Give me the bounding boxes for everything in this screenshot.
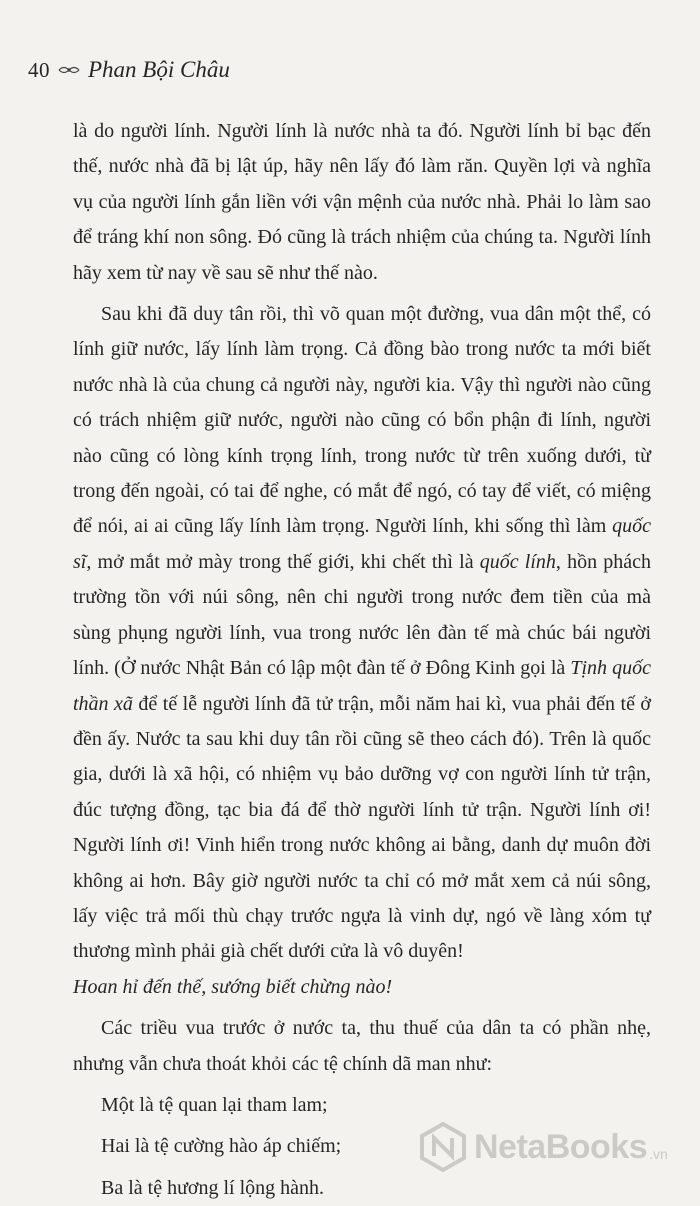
term-quoc-linh: quốc lính xyxy=(479,550,556,573)
closing-exclamation: Hoan hỉ đến thế, sướng biết chừng nào! xyxy=(73,975,393,998)
list-item: Hai là tệ cường hào áp chiếm; xyxy=(101,1135,342,1158)
list-item: Ba là tệ hương lí lộng hành. xyxy=(101,1176,325,1199)
page-number: 40 xyxy=(28,57,50,82)
netabooks-logo-icon xyxy=(418,1122,468,1172)
paragraph-2-text-1: Sau khi đã duy tân rồi, thì võ quan một đường, vua dân một thể, có lính giữ nước, lấy lính làm trọng. Cả đồng bào trong nước ta mới biết nước nhà là của chung cả người này, người kia. Vậy thì người nào cũng có trách nhiệm giữ nước, người nào cũng có bổn phận đi lính, người nào cũng có lòng kính trọng lính, trong nước từ trên xuống dưới, từ trong đến ngoài, có tai để nghe, có mắt để ngó, có tay để viết, có miệng để nói, ai ai cũng lấy lính làm trọng. Người lính, khi sống thì làm xyxy=(73,303,651,538)
watermark xyxy=(418,1122,668,1172)
paragraph-3: Các triều vua trước ở nước ta, thu thuế của dân ta có phần nhẹ, nhưng vẫn chưa thoát khỏi các tệ chính dã man như: xyxy=(73,1017,651,1075)
paragraph-2-closing xyxy=(73,970,651,1005)
paragraph-2-text-3: , hồn phách trường tồn với núi sông, nên chi người trong nước đem tiền của mà sùng phụng người lính, vua trong nước lên đàn tế mà chúc bái người lính. (Ở nước Nhật Bản có lập một đàn tế ở Đông Kinh gọi là xyxy=(73,550,651,680)
term-quoc-si: quốc sĩ xyxy=(73,515,651,573)
running-title: Phan Bội Châu xyxy=(88,57,230,82)
watermark-suffix: .vn xyxy=(649,1146,668,1162)
term-tinh-quoc-than-xa: Tịnh quốc thần xã xyxy=(73,657,651,715)
paragraph-2 xyxy=(73,297,651,970)
list-item: Một là tệ quan lại tham lam; xyxy=(101,1093,328,1116)
running-header xyxy=(28,54,230,86)
ornament-icon xyxy=(58,63,80,77)
paragraph-2-text-2: , mở mắt mở mày trong thế giới, khi chết thì là xyxy=(86,550,480,573)
body-text xyxy=(73,114,651,1206)
watermark-text: NetaBooks xyxy=(474,1127,648,1166)
paragraph-2-text-4: để tế lễ người lính đã tử trận, mỗi năm hai kì, vua phải đến tế ở đền ấy. Nước ta sau khi duy tân rồi cũng sẽ theo cách đó). Trên là quốc gia, dưới là xã hội, có nhiệm vụ bảo dưỡng vợ con người lính tử trận, đúc tượng đồng, tạc bia đá để thờ người lính tử trận. Người lính ơi! Người lính ơi! Vinh hiển trong nước không ai bằng, danh dự muôn đời không ai hơn. Bây giờ người nước ta chỉ có mở mắt xem cả núi sông, lấy việc trả mối thù chạy trước ngựa là vinh dự, ngó về làng xóm tự thương mình phải già chết dưới cửa là vô duyên! xyxy=(73,692,651,963)
paragraph-1: là do người lính. Người lính là nước nhà ta đó. Người lính bỉ bạc đến thế, nước nhà đã bị lật úp, hãy nên lấy đó làm răn. Quyền lợi và nghĩa vụ của người lính gắn liền với vận mệnh của nước nhà. Phải lo làm sao để tráng khí non sông. Đó cũng là trách nhiệm của chúng ta. Người lính hãy xem từ nay về sau sẽ như thế nào. xyxy=(73,120,651,284)
